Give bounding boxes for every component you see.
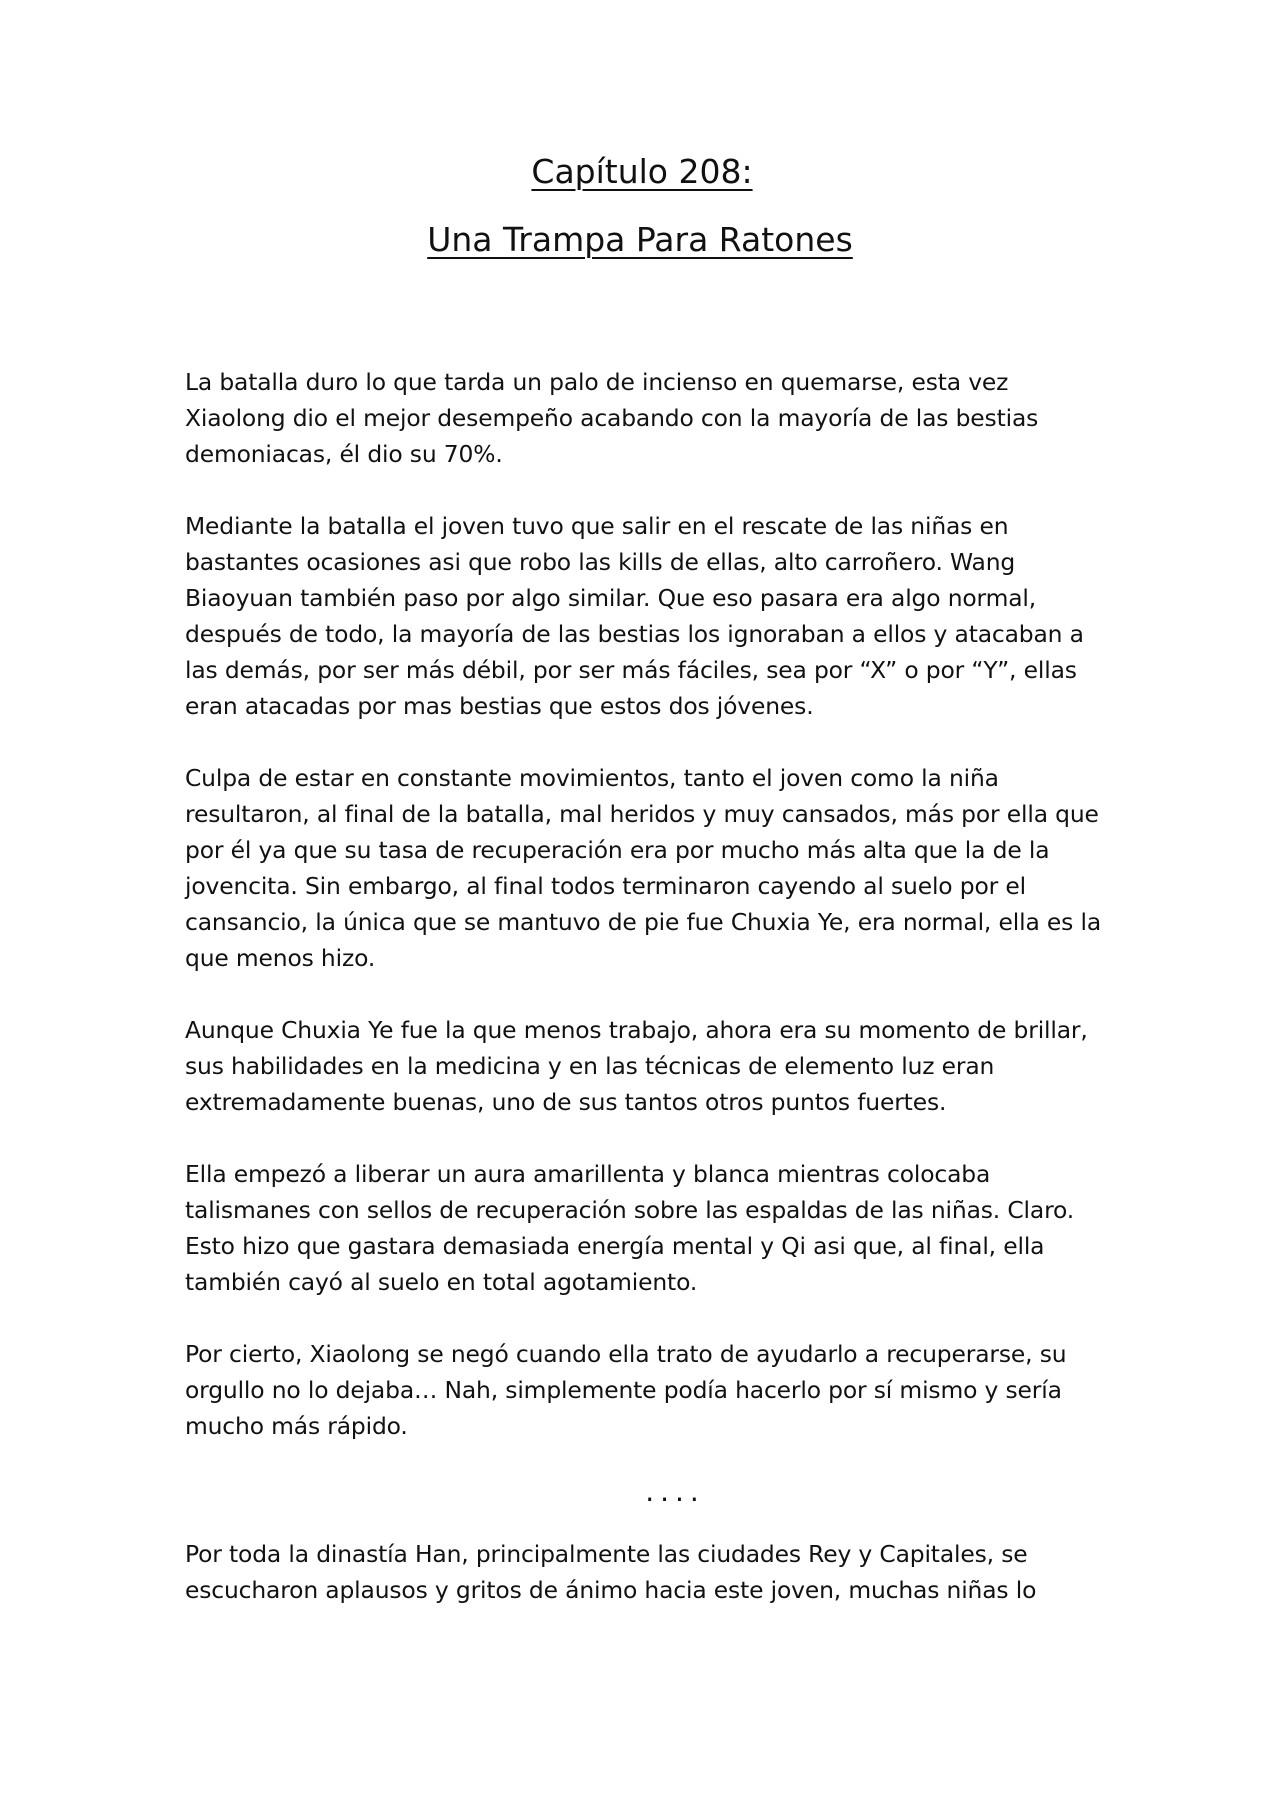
paragraph: Por cierto, Xiaolong se negó cuando ella trato de ayudarlo a recuperarse, su orgullo no lo dejaba… Nah, simplemente podía hacerlo por sí mismo y sería mucho más rápido. — [185, 1340, 1067, 1440]
closing-paragraph: Por toda la dinastía Han, principalmente las ciudades Rey y Capitales, se escucharon aplausos y gritos de ánimo hacia este joven, muchas niñas lo — [185, 1540, 1037, 1604]
chapter-number: Capítulo 208: — [531, 152, 753, 191]
paragraph: La batalla duro lo que tarda un palo de incienso en quemarse, esta vez Xiaolong dio el mejor desempeño acabando con la mayoría de las bestias demoniacas, él dio su 70%. — [185, 368, 1039, 468]
chapter-title-wrapper — [0, 220, 1280, 260]
scene-separator: .... — [645, 1475, 705, 1508]
paragraph: Aunque Chuxia Ye fue la que menos trabajo, ahora era su momento de brillar, sus habilidades en la medicina y en las técnicas de elemento luz eran extremadamente buenas, uno de sus tantos otros puntos fuertes. — [185, 1016, 1088, 1116]
paragraph: Ella empezó a liberar un aura amarillenta y blanca mientras colocaba talismanes con sellos de recuperación sobre las espaldas de las niñas. Claro. Esto hizo que gastara demasiada energía mental y Qi asi que, al final, ella también cayó al suelo en total agotamiento. — [185, 1160, 1075, 1296]
paragraph: Mediante la batalla el joven tuvo que salir en el rescate de las niñas en bastantes ocasiones asi que robo las kills de ellas, alto carroñero. Wang Biaoyuan también paso por algo similar. Que eso pasara era algo normal, después de todo, la mayoría de las bestias los ignoraban a ellos y atacaban a las demás, por ser más débil, por ser más fáciles, sea por “X” o por “Y”, ellas eran atacadas por mas bestias que estos dos jóvenes. — [185, 512, 1084, 720]
chapter-body — [185, 364, 1105, 1644]
chapter-title: Una Trampa Para Ratones — [427, 220, 853, 259]
paragraph: Culpa de estar en constante movimientos, tanto el joven como la niña resultaron, al final de la batalla, mal heridos y muy cansados, más por ella que por él ya que su tasa de recuperación era por mucho más alta que la de la jovencita. Sin embargo, al final todos terminaron cayendo al suelo por el cansancio, la única que se mantuvo de pie fue Chuxia Ye, era normal, ella es la que menos hizo. — [185, 764, 1102, 972]
chapter-heading — [0, 152, 1280, 260]
